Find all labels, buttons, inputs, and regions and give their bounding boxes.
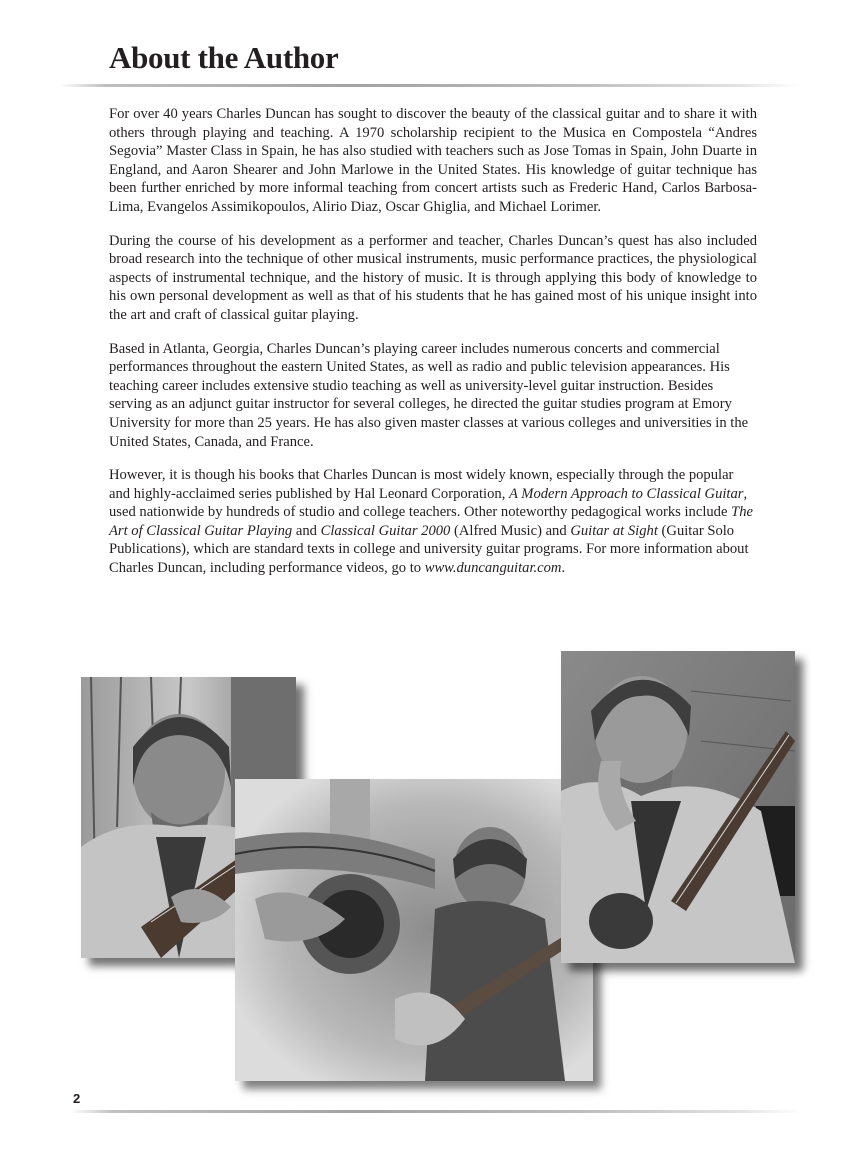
photo-young-guitarist-collage-image bbox=[235, 779, 593, 1081]
text-segment: (Guitar Solo Publications), which are standard texts in college and university guitar programs. For more information about Charles Duncan, including performance videos, go to bbox=[109, 522, 749, 577]
book-title-modern-approach: A Modern Approach to Classical Guitar bbox=[509, 485, 744, 502]
bio-paragraph-1: For over 40 years Charles Duncan has sought to discover the beauty of the classical guitar and to share it with others through playing and teaching. A 1970 scholarship recipient to the Musica en Compostela “Andres Segovia” Master Class in Spain, he has also studied with teachers such as Jose Tomas in Spain, John Duarte in England, and Aaron Shearer and John Marlowe in the United States. His knowledge of guitar technique has been further enriched by more informal teaching from concert artists such as Frederic Hand, Carlos Barbosa-Lima, Evangelos Assimikopoulos, Alirio Diaz, Oscar Ghiglia, and Michael Lorimer. bbox=[109, 106, 757, 215]
author-bio bbox=[109, 105, 757, 593]
book-title-classical-guitar-2000: Classical Guitar 2000 bbox=[320, 522, 451, 539]
page-title: About the Author bbox=[109, 40, 339, 75]
book-title-art-of-classical-guitar: The Art of Classical Guitar Playing bbox=[109, 504, 753, 539]
page-number: 2 bbox=[73, 1091, 81, 1106]
text-segment: However, it is though his books that Charles Duncan is most widely known, especially through the popular and highly-acclaimed series published by Hal Leonard Corporation, bbox=[109, 467, 734, 502]
photo-author-stone-wall-image bbox=[561, 651, 795, 963]
photo-young-guitarist-collage bbox=[235, 779, 593, 1081]
header-divider bbox=[60, 84, 800, 87]
bio-paragraph-2: During the course of his development as a performer and teacher, Charles Duncan’s quest has also included broad research into the technique of other musical instruments, music performance practices, the physiological aspects of instrumental technique, and the history of music. It is through applying this body of knowledge to his own personal development as well as that of his students that he has gained most of his unique insight into the art and craft of classical guitar playing. bbox=[109, 232, 757, 323]
bio-paragraph-4 bbox=[109, 466, 757, 578]
website-link[interactable]: www.duncanguitar.com bbox=[424, 560, 562, 577]
bio-paragraph-3: Based in Atlanta, Georgia, Charles Duncan’s playing career includes numerous concerts and commercial performances throughout the eastern United States, as well as radio and public television appearances. His teaching career includes extensive studio teaching as well as university-level guitar instruction. Besides serving as an adjunct guitar instructor for several colleges, he directed the guitar studies program at Emory University for more than 25 years. He has also given master classes at various colleges and universities in the United States, Canada, and France. bbox=[109, 340, 749, 450]
book-title-guitar-at-sight: Guitar at Sight bbox=[570, 522, 658, 539]
text-segment: (Alfred Music) and bbox=[450, 522, 571, 539]
footer-divider bbox=[70, 1110, 800, 1113]
text-segment: and bbox=[292, 522, 321, 539]
text-segment: , used nationwide by hundreds of studio and college teachers. Other noteworthy pedagogical works include bbox=[109, 485, 748, 521]
text-segment: . bbox=[561, 560, 566, 577]
photo-author-stone-wall bbox=[561, 651, 795, 963]
